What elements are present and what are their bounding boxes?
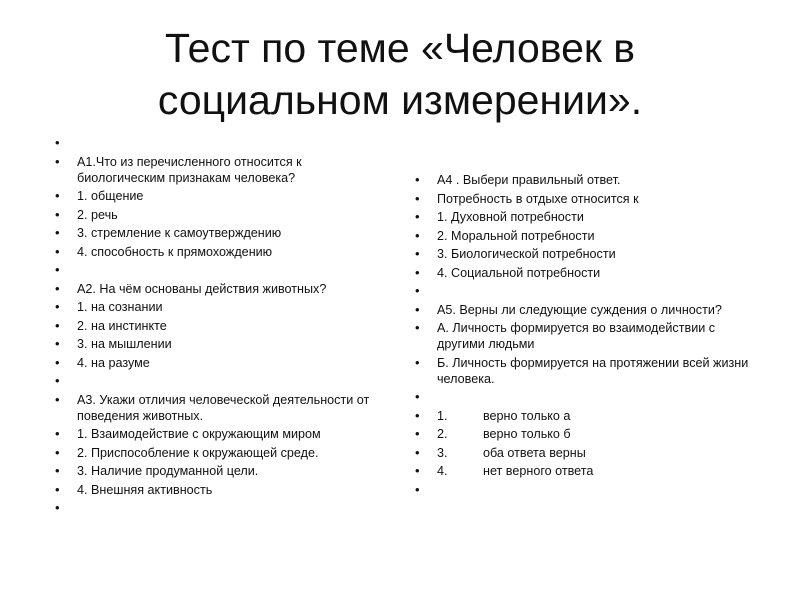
answer-option: • 1. Взаимодействие с окружающим миром: [55, 426, 385, 442]
answer-option: • 2. Приспособление к окружающей среде.: [55, 445, 385, 461]
right-question-column: [415, 172, 755, 500]
list-item: [55, 500, 385, 516]
answer-option: [415, 445, 755, 461]
answer-option: • 1. общение: [55, 188, 385, 204]
option-number: 4.: [437, 464, 448, 478]
statement-a: • А. Личность формируется во взаимодействии с другими людьми: [415, 320, 755, 352]
option-number: 2.: [437, 427, 448, 441]
list-item: [415, 389, 755, 405]
list-item: [415, 283, 755, 299]
answer-option: • 4. Социальной потребности: [415, 265, 755, 281]
answer-option: [415, 463, 755, 479]
answer-option: • 4. Внешняя активность: [55, 482, 385, 498]
list-item: [55, 373, 385, 389]
list-item: [55, 262, 385, 278]
answer-option: • 3. Биологической потребности: [415, 246, 755, 262]
answer-option: • 3. Наличие продуманной цели.: [55, 463, 385, 479]
question-a1: • А1.Что из перечисленного относится к биологическим признакам человека?: [55, 154, 385, 186]
answer-option: • 2. речь: [55, 207, 385, 223]
answer-option: [415, 408, 755, 424]
answer-option: • 3. на мышлении: [55, 336, 385, 352]
question-a5: • А5. Верны ли следующие суждения о личности?: [415, 302, 755, 318]
option-text: верно только а: [483, 408, 571, 423]
answer-option: • 4. на разуме: [55, 355, 385, 371]
question-a2: • А2. На чём основаны действия животных?: [55, 281, 385, 297]
answer-option: [415, 426, 755, 442]
option-number: 3.: [437, 445, 448, 460]
option-text: нет верного ответа: [483, 464, 594, 478]
answer-option: • 3. стремление к самоутверждению: [55, 225, 385, 241]
question-a4: • А4 . Выбери правильный ответ.: [415, 172, 755, 188]
statement-b: • Б. Личность формируется на протяжении всей жизни человека.: [415, 355, 755, 387]
answer-option: • 1. на сознании: [55, 299, 385, 315]
option-text: верно только б: [483, 427, 571, 441]
slide-title: [0, 22, 800, 126]
answer-option: • 1. Духовной потребности: [415, 209, 755, 225]
slide-title-line-2: социальном измерении».: [157, 77, 643, 123]
list-item: [55, 135, 385, 151]
slide-title-line-1: Тест по теме «Человек в: [164, 25, 636, 71]
option-text: оба ответа верны: [483, 445, 586, 460]
answer-option: • 2. на инстинкте: [55, 318, 385, 334]
option-number: 1.: [437, 408, 448, 423]
answer-option: • 4. способность к прямохождению: [55, 244, 385, 260]
answer-option: • 2. Моральной потребности: [415, 228, 755, 244]
left-question-column: [55, 135, 385, 519]
question-a3: • А3. Укажи отличия человеческой деятельности от поведения животных.: [55, 392, 385, 424]
question-a4-text: • Потребность в отдыхе относится к: [415, 191, 755, 207]
list-item: [415, 482, 755, 498]
